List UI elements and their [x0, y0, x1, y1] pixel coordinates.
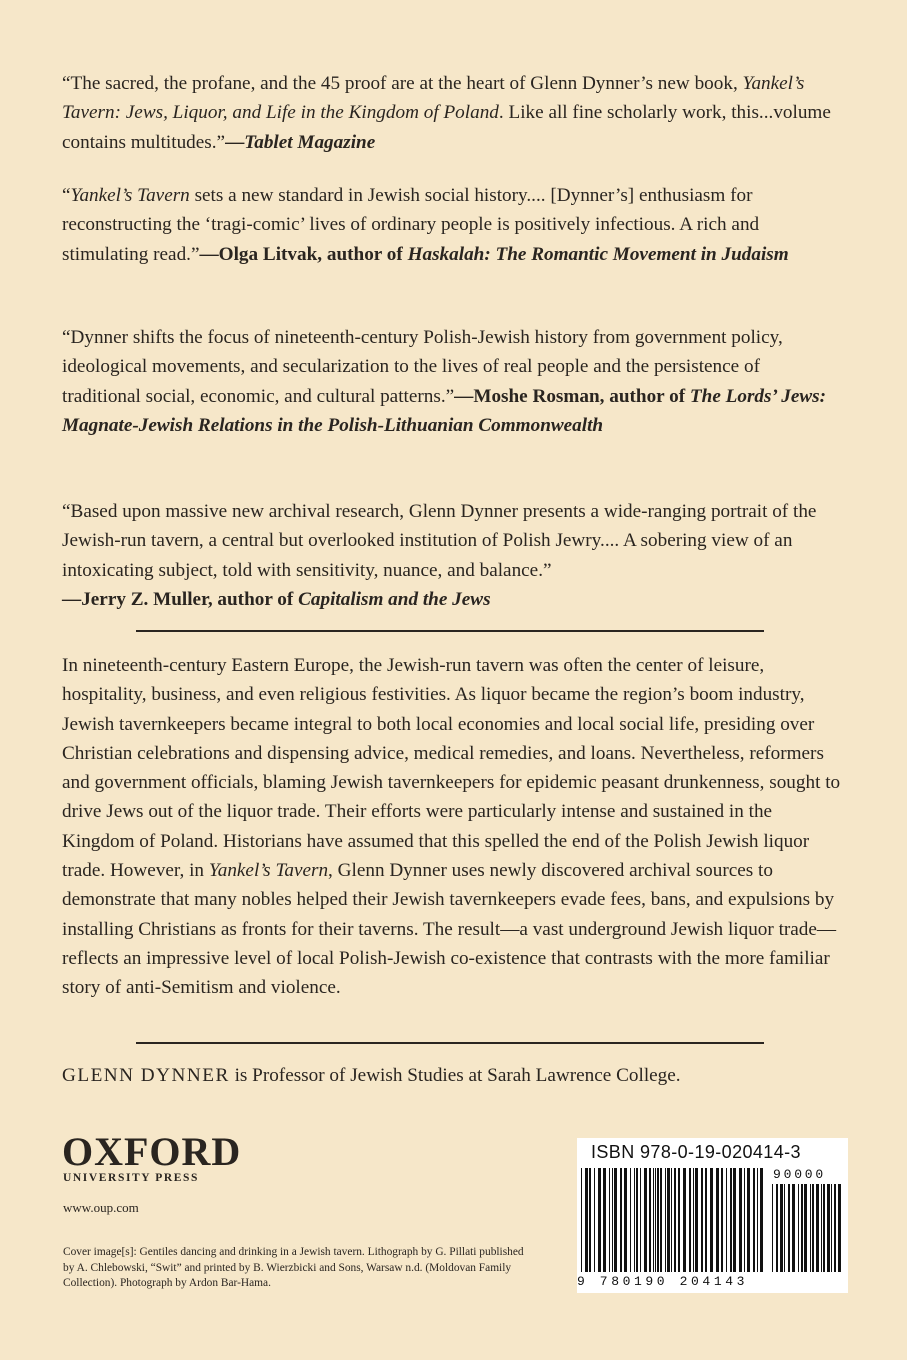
- barcode-bar: [695, 1168, 698, 1272]
- barcode-bar: [733, 1168, 736, 1272]
- review-2-attribution: —Olga Litvak, author of Haskalah: The Romantic Movement in Judaism: [199, 243, 789, 265]
- review-3-attribution: —Moshe Rosman, author of The Lords’ Jews: Magnate-Jewish Relations in the Polish-Lithuanian Commonwealth: [62, 385, 826, 436]
- barcode-bar: [678, 1168, 680, 1272]
- barcode-bar: [689, 1168, 691, 1272]
- barcode-bar: [624, 1168, 627, 1272]
- barcode-bar: [726, 1168, 727, 1272]
- review-4-attribution: —Jerry Z. Muller, author of Capitalism and the Jews: [62, 588, 491, 610]
- barcode-bar: [667, 1168, 670, 1272]
- barcode-bar: [630, 1168, 631, 1272]
- barcode-bar: [614, 1168, 617, 1272]
- barcode-bar: [812, 1184, 814, 1272]
- barcode-bar: [780, 1184, 783, 1272]
- review-4: “Based upon massive new archival research, Glenn Dynner presents a wide-ranging portrait of the Jewish-run tavern, a central but overlooked institution of Polish Jewry.... A sobering view of an intoxicating subject, told with sensitivity, nuance, and balance.” —Jerry Z. Muller, author of Capitalism and the Jews: [62, 501, 817, 610]
- barcode-bar: [744, 1168, 745, 1272]
- barcode-bar: [760, 1168, 763, 1272]
- barcode-bar: [730, 1168, 732, 1272]
- barcode-bar: [827, 1184, 830, 1272]
- review-1-book-title: Yankel’s Tavern: Jews, Liquor, and Life in the Kingdom of Poland: [62, 73, 805, 124]
- barcode-bar: [674, 1168, 676, 1272]
- barcode-bar: [834, 1184, 836, 1272]
- barcode-bar: [721, 1168, 723, 1272]
- review-2: “Yankel’s Tavern sets a new standard in Jewish social history.... [Dynner’s] enthusiasm for reconstructing the ‘tragi-comic’ lives of ordinary people is positively infectious. A rich and stimulating read.”—Olga Litvak, author of Haskalah: The Romantic Movement in Judaism: [62, 185, 789, 265]
- isbn-label: ISBN 978-0-19-020414-3: [591, 1142, 801, 1162]
- barcode-bar: [784, 1184, 785, 1272]
- barcode-bar: [653, 1168, 654, 1272]
- barcode-bar: [831, 1184, 832, 1272]
- barcode-bar: [644, 1168, 647, 1272]
- barcode-bar: [701, 1168, 703, 1272]
- barcode-bar: [598, 1168, 601, 1272]
- barcode-bar: [788, 1184, 790, 1272]
- barcode-bar: [589, 1168, 591, 1272]
- barcode-bar: [753, 1168, 755, 1272]
- barcode-bar: [772, 1184, 773, 1272]
- barcode-bar: [823, 1184, 825, 1272]
- review-1-attribution: —Tablet Magazine: [225, 131, 376, 153]
- barcode-bar: [757, 1168, 758, 1272]
- barcode-bar: [747, 1168, 750, 1272]
- barcode-bar: [649, 1168, 651, 1272]
- description-book-title: Yankel’s Tavern: [208, 860, 329, 882]
- barcode-bar: [609, 1168, 610, 1272]
- barcode-bar: [671, 1168, 672, 1272]
- ean-barcode-bars: [577, 1168, 767, 1276]
- barcode-bar: [716, 1168, 719, 1272]
- price-barcode-bars: [768, 1184, 843, 1274]
- barcode-bar: [776, 1184, 778, 1272]
- barcode-bar: [705, 1168, 707, 1272]
- barcode-bar: [804, 1184, 807, 1272]
- divider-rule-top: [136, 630, 764, 632]
- barcode-bar: [838, 1184, 841, 1272]
- barcode-bar: [739, 1168, 742, 1272]
- barcode-bar: [657, 1168, 659, 1272]
- ean-digits: 9 780190 204143: [577, 1274, 749, 1289]
- barcode-bar: [594, 1168, 595, 1272]
- publisher-subline: UNIVERSITY PRESS: [63, 1172, 200, 1184]
- barcode-bar: [665, 1168, 666, 1272]
- barcode-bar: [816, 1184, 819, 1272]
- barcode-bar: [581, 1168, 582, 1272]
- barcode-bar: [821, 1184, 822, 1272]
- barcode-bar: [792, 1184, 795, 1272]
- review-3: “Dynner shifts the focus of nineteenth-century Polish-Jewish history from government policy, ideological movements, and secularization to the lives of real people and the persistence of traditional social, economic, and cultural patterns.”—Moshe Rosman, author of The Lords’ Jews: Magnate-Jewish Relations in the Polish-Lithuanian Commonwealth: [62, 327, 826, 436]
- barcode-bar: [798, 1184, 799, 1272]
- barcode-bar: [620, 1168, 622, 1272]
- book-description: In nineteenth-century Eastern Europe, the Jewish-run tavern was often the center of leisure, hospitality, business, and even religious festivities. As liquor became the region’s boom industry, Jewish tavernkeepers became integral to both local economies and local social life, presiding over Christian celebrations and dispensing advice, medical remedies, and loans. Nevertheless, reformers and government officials, blaming Jewish tavernkeepers for epidemic peasant drunkenness, sought to drive Jews out of the liquor trade. Their efforts were particularly intense and sustained in the Kingdom of Poland. Historians have assumed that this spelled the end of the Polish Jewish liquor trade. However, in Yankel’s Tavern, Glenn Dynner uses newly discovered archival sources to demonstrate that many nobles helped their Jewish tavernkeepers evade fees, bans, and expulsions by installing Christians as fronts for their taverns. The result—a vast underground Jewish liquor trade—reflects an impressive level of local Polish-Jewish co-existence that contrasts with the more familiar story of anti-Semitism and violence.: [62, 655, 841, 999]
- author-name: GLENN DYNNER: [62, 1065, 230, 1086]
- review-2-book-title: Yankel’s Tavern: [70, 185, 190, 206]
- barcode-bar: [683, 1168, 686, 1272]
- barcode-bar: [655, 1168, 656, 1272]
- barcode-bar: [585, 1168, 588, 1272]
- cover-image-credit: Cover image[s]: Gentiles dancing and drinking in a Jewish tavern. Lithograph by G. Pillati published by A. Chlebowski, “Swit” and printed by B. Wierzbicki and Sons, Warsaw n.d. (Moldovan Family Collection). Photograph by Ardon Bar-Hama.: [63, 1246, 524, 1290]
- price-code: 90000: [773, 1167, 827, 1182]
- publisher-url: www.oup.com: [63, 1200, 139, 1215]
- barcode-bar: [810, 1184, 811, 1272]
- barcode-bar: [693, 1168, 694, 1272]
- barcode-bar: [660, 1168, 662, 1272]
- divider-rule-bottom: [136, 1042, 764, 1044]
- author-bio: GLENN DYNNER is Professor of Jewish Studies at Sarah Lawrence College.: [62, 1065, 681, 1086]
- barcode-bar: [612, 1168, 613, 1272]
- barcode-bar: [634, 1168, 635, 1272]
- oxford-logo: OXFORD: [62, 1129, 242, 1174]
- barcode-bar: [710, 1168, 713, 1272]
- review-1: “The sacred, the profane, and the 45 proof are at the heart of Glenn Dynner’s new book, Yankel’s Tavern: Jews, Liquor, and Life in the Kingdom of Poland. Like all fine scholarly work, this...volume contains multitudes.”—Tablet Magazine: [62, 73, 831, 153]
- barcode-bar: [636, 1168, 638, 1272]
- barcode-bar: [801, 1184, 803, 1272]
- barcode-bar: [603, 1168, 606, 1272]
- barcode-bar: [640, 1168, 641, 1272]
